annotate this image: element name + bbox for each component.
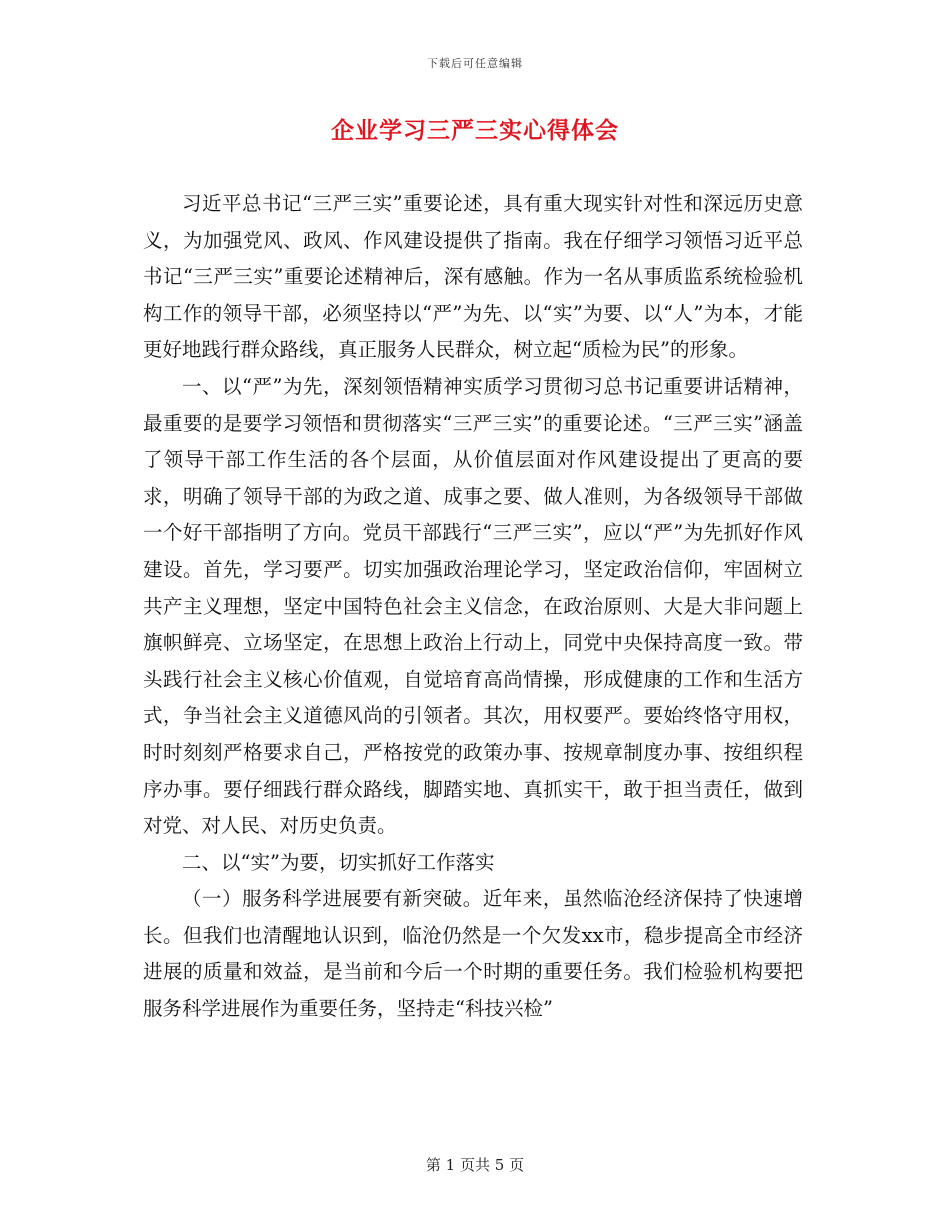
paragraph-section-one: 一、以“严”为先，深刻领悟精神实质学习贯彻习总书记重要讲话精神，最重要的是要学习领悟和贯彻落实“三严三实”的重要论述。“三严三实”涵盖了领导干部工作生活的各个层面，从价值层面对作风建设提出了更高的要求，明确了领导干部的为政之道、成事之要、做人准则，为各级领导干部做一个好干部指明了方向。党员干部践行“三严三实”，应以“严”为先抓好作风建设。首先，学习要严。切实加强政治理论学习，坚定政治信仰，牢固树立共产主义理想，坚定中国特色社会主义信念，在政治原则、大是大非问题上旗帜鲜亮、立场坚定，在思想上政治上行动上，同党中央保持高度一致。带头践行社会主义核心价值观，自觉培育高尚情操，形成健康的工作和生活方式，争当社会主义道德风尚的引领者。其次，用权要严。要始终恪守用权，时时刻刻严格要求自己，严格按党的政策办事、按规章制度办事、按组织程序办事。要仔细践行群众路线，脚踏实地、真抓实干，敢于担当责任，做到对党、对人民、对历史负责。 — [143, 374, 803, 838]
paragraph-intro: 习近平总书记“三严三实”重要论述，具有重大现实针对性和深远历史意义，为加强党风、政风、作风建设提供了指南。我在仔细学习领悟习近平总书记“三严三实”重要论述精神后，深有感触。作为一名从事质监系统检验机构工作的领导干部，必须坚持以“严”为先、以“实”为要、以“人”为本，才能更好地践行群众路线，真正服务人民群众，树立起“质检为民”的形象。 — [143, 192, 803, 362]
document-body — [143, 186, 803, 1028]
header-note: 下载后可任意编辑 — [427, 57, 523, 70]
page-footer: 第 1 页共 5 页 — [425, 1156, 525, 1174]
document-title: 企业学习三严三实心得体会 — [331, 117, 619, 144]
paragraph-subsection-one: （一）服务科学进展要有新突破。近年来，虽然临沧经济保持了快速增长。但我们也清醒地认识到，临沧仍然是一个欠发xx市，稳步提高全市经济进展的质量和效益，是当前和今后一个时期的重要任务。我们检验机构要把服务科学进展作为重要任务，坚持走“科技兴检” — [143, 887, 803, 1021]
paragraph-section-two-heading: 二、以“实”为要，切实抓好工作落实 — [182, 850, 495, 874]
